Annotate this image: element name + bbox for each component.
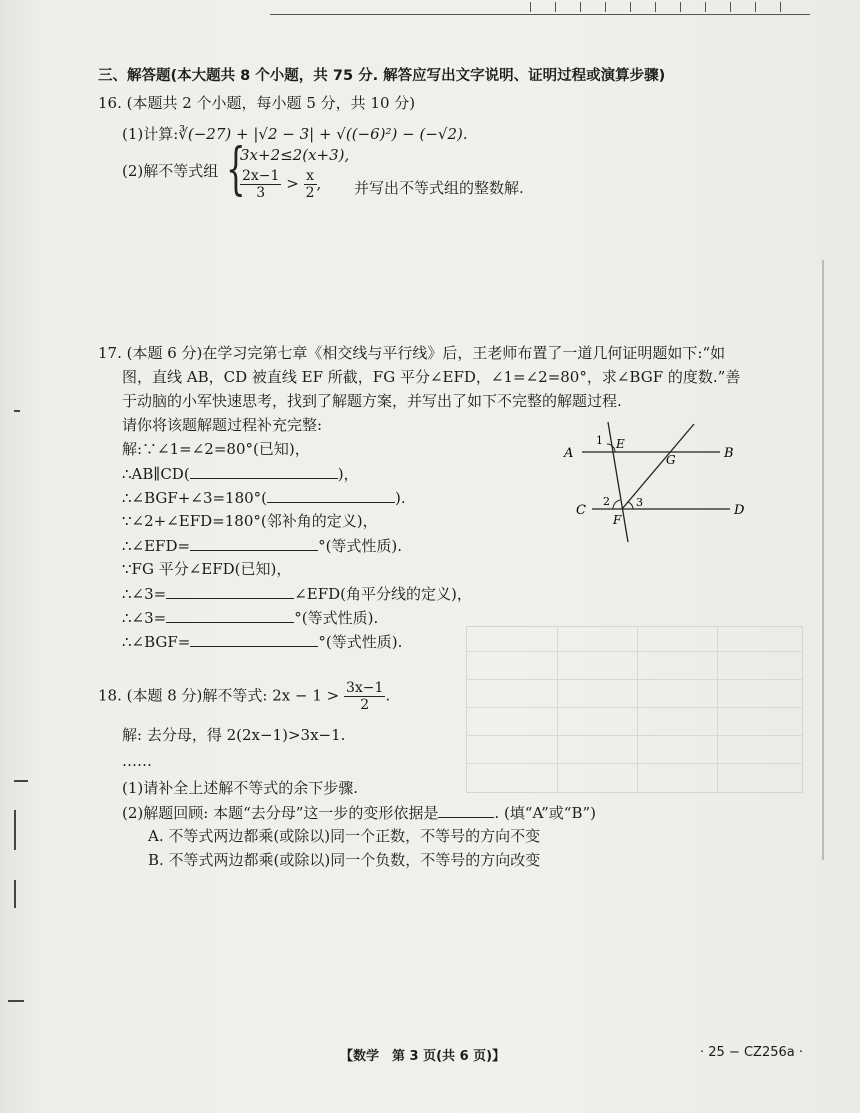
q17-line-2: 图，直线 AB，CD 被直线 EF 所截，FG 平分∠EFD，∠1=∠2=80°，求∠BGF 的度数.”善 [122,368,741,386]
q17-step-5 [122,534,402,556]
step2-text: ∴AB∥CD( [122,465,190,483]
step7-text: ∴∠3= [122,585,167,603]
page-footer: 【数学 第 3 页(共 6 页)】 [340,1049,506,1064]
angle-2-arc [613,500,620,509]
q18-frac-numerator: 3x−1 [346,680,384,696]
q18-part-2 [122,801,596,823]
system-brace: { [226,137,246,202]
q17-line-1: 17. (本题 6 分)在学习完第七章《相交线与平行线》后，王老师布置了一道几何证明题如下:“如 [98,344,726,362]
paper-code: · 25 − CZ256a · [700,1045,803,1060]
q18-title [98,680,390,713]
angle-3-arc [628,502,633,509]
page-edge [822,260,824,860]
q16-inequality-2 [240,168,321,201]
step2-close: )， [337,465,359,483]
q17-line-4: 请你将该题解题过程补充完整: [122,416,323,434]
blank-efd-value[interactable] [190,534,318,551]
q18-part2-tail: . (填“A”或“B”) [494,804,596,822]
q17-step-4: ∵∠2+∠EFD=180°(邻补角的定义)， [122,512,378,530]
blank-parallel-reason[interactable] [190,462,338,479]
q17-step-8 [122,606,378,628]
step3-text: ∴∠BGF+∠3=180°( [122,489,268,507]
ineq2-comma: , [316,174,322,193]
label-f: F [613,513,622,527]
q16-part2-label: (2)解不等式组 [122,162,219,180]
q17-step-7 [122,582,472,604]
step7-tail: ∠EFD(角平分线的定义)， [294,585,472,603]
q16-part2-tail: 并写出不等式组的整数解. [354,179,524,197]
q18-ellipsis: …… [122,752,152,770]
step8-text: ∴∠3= [122,609,167,627]
ineq2-numerator-right: x [304,168,317,185]
q16-inequality-1: 3x+2≤2(x+3), [240,146,350,164]
q18-part2-text: (2)解题回顾: 本题“去分母”这一步的变形依据是 [122,804,439,822]
label-e: E [616,437,625,451]
label-angle-2: 2 [603,495,610,508]
angle-1-arc [607,444,615,452]
q16-title: 16. (本题共 2 个小题，每小题 5 分，共 10 分) [98,94,416,112]
label-a: A [564,446,574,461]
line-fg [622,424,694,509]
q16-part1-label: (1)计算: [122,125,179,143]
q16-part1-expression: ∛(−27) + |√2 − 3| + √((−6)²) − (−√2). [178,125,468,143]
q18-title-text: 18. (本题 8 分)解不等式: 2x − 1 > [98,686,340,705]
label-c: C [576,503,586,518]
step5-tail: °(等式性质). [318,537,403,555]
q18-solution-start: 解: 去分母，得 2(2x−1)>3x−1. [122,726,346,744]
q18-option-a: A. 不等式两边都乘(或除以)同一个正数，不等号的方向不变 [148,827,541,845]
blank-supplementary-reason[interactable] [267,486,395,503]
label-b: B [724,446,734,461]
q17-line-3: 于动脑的小军快速思考，找到了解题方案，并写出了如下不完整的解题过程. [122,392,622,410]
ineq2-denominator-left: 3 [256,185,266,201]
ineq2-gt-sign: > [286,174,299,193]
step9-text: ∴∠BGF= [122,633,191,651]
blank-bisector-coefficient[interactable] [166,582,294,599]
bleed-through-table [466,626,803,793]
parallel-lines-figure [560,418,760,548]
q17-step-6: ∵FG 平分∠EFD(已知)， [122,560,292,578]
step3-close: ). [395,489,406,507]
q18-title-period: . [385,686,391,705]
ineq2-denominator-right: 2 [305,185,315,201]
q16-part1 [122,123,468,144]
q17-step-9 [122,630,402,652]
blank-angle3-value[interactable] [166,606,294,623]
q18-option-b: B. 不等式两边都乘(或除以)同一个负数，不等号的方向改变 [148,851,541,869]
step8-tail: °(等式性质). [294,609,379,627]
top-binding-edge [270,0,810,15]
blank-bgf-value[interactable] [190,630,318,647]
q17-step-3 [122,486,406,507]
q18-part-1: (1)请补全上述解不等式的余下步骤. [122,779,359,797]
label-g: G [666,453,676,467]
step9-tail: °(等式性质). [318,633,403,651]
label-angle-3: 3 [636,496,643,509]
label-d: D [734,503,745,518]
ineq2-numerator-left: 2x−1 [242,168,280,184]
step5-text: ∴∠EFD= [122,537,191,555]
q17-step-2 [122,462,359,484]
q18-frac-denominator: 2 [360,697,370,713]
q17-step-1: 解:∵∠1=∠2=80°(已知)， [122,440,310,458]
section-heading: 三、解答题(本大题共 8 个小题，共 75 分. 解答应写出文字说明、证明过程或演算步骤) [98,68,666,84]
blank-basis-answer[interactable] [438,801,494,818]
label-angle-1: 1 [596,434,603,447]
